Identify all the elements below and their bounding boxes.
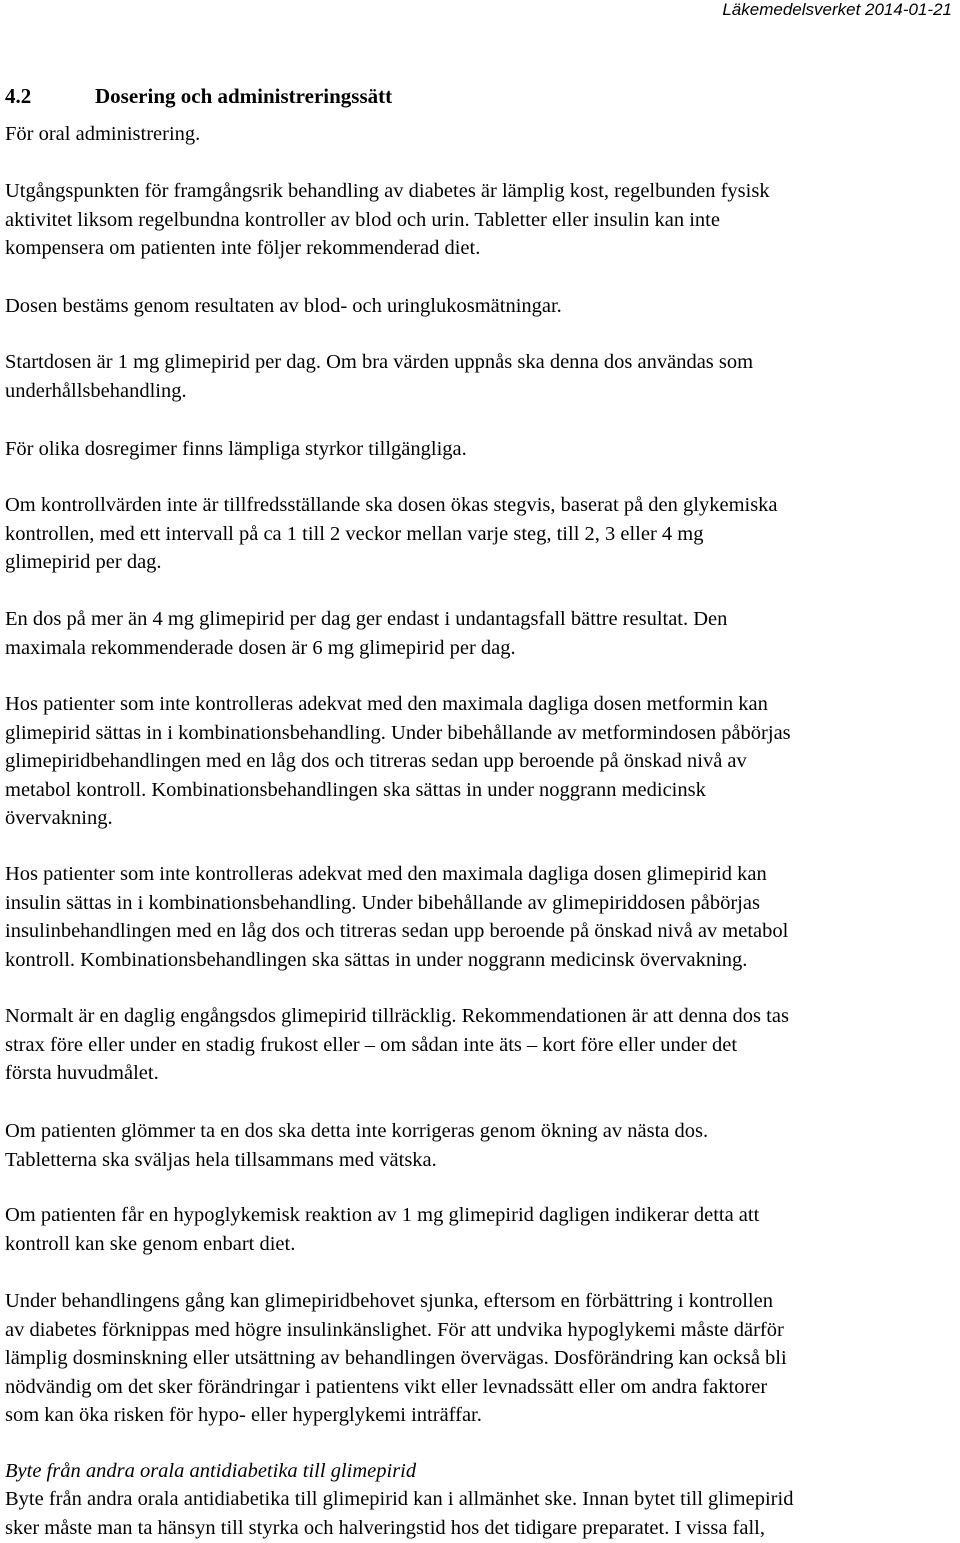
paragraph-line: Byte från andra orala antidiabetika till glimepirid kan i allmänhet ske. Innan bytet till glimepirid [5, 1488, 794, 1510]
subsection-heading [5, 1457, 957, 1486]
paragraph-line: nödvändig om det sker förändringar i patientens vikt eller levnadssätt eller om andra faktorer [5, 1375, 768, 1398]
paragraph-line: Om kontrollvärden inte är tillfredsställande ska dosen ökas stegvis, baserat på den glykemiska [5, 494, 778, 516]
paragraph-diabetes-treatment-basis [5, 177, 957, 263]
paragraph-line: kontroll kan ske genom enbart diet. [5, 1232, 296, 1255]
paragraph-line: underhållsbehandling. [5, 379, 187, 402]
paragraph-line: Dosen bestäms genom resultaten av blod- och uringlukosmätningar. [5, 295, 562, 317]
paragraph-line: glimepirid per dag. [5, 551, 162, 573]
paragraph-dose-determination [5, 292, 957, 321]
section-number: 4.2 [5, 84, 32, 108]
paragraph-line: metabol kontroll. Kombinationsbehandlingen ska sättas in under noggrann medicinsk [5, 778, 706, 801]
paragraph-line: av diabetes förknippas med högre insulinkänslighet. För att undvika hypoglykemi måste därför [5, 1318, 784, 1341]
section-heading [5, 82, 392, 110]
paragraph-line: Om patienten glömmer ta en dos ska detta inte korrigeras genom ökning av nästa dos. [5, 1120, 709, 1142]
section-title: Dosering och administreringssätt [95, 84, 393, 108]
paragraph-starting-dose [5, 348, 957, 405]
paragraph-line: som kan öka risken för hypo- eller hyperglykemi inträffar. [5, 1404, 482, 1426]
paragraph-line: Under behandlingens gång kan glimepiridbehovet sjunka, eftersom en förbättring i kontrollen [5, 1290, 773, 1312]
subsection-title: Byte från andra orala antidiabetika till glimepirid [5, 1460, 417, 1482]
paragraph-dose-reduction [5, 1287, 957, 1430]
paragraph-line: strax före eller under en stadig frukost eller – om sådan inte äts – kort före eller under det [5, 1033, 738, 1056]
paragraph-administration-route [5, 120, 957, 149]
paragraph-line: kontrollen, med ett intervall på ca 1 till 2 veckor mellan varje steg, till 2, 3 eller 4 mg [5, 522, 704, 545]
document-header-date: Läkemedelsverket 2014-01-21 [722, 0, 952, 19]
paragraph-line: Startdosen är 1 mg glimepirid per dag. Om bra värden uppnås ska denna dos användas som [5, 351, 754, 373]
paragraph-line: kontroll. Kombinationsbehandlingen ska sättas in under noggrann medicinsk övervakning. [5, 948, 748, 971]
paragraph-maximum-dose [5, 605, 957, 662]
paragraph-line: En dos på mer än 4 mg glimepirid per dag ger endast i undantagsfall bättre resultat. Den [5, 608, 728, 630]
paragraph-line: sker måste man ta hänsyn till styrka och halveringstid hos det tidigare preparatet. I vissa fall, [5, 1516, 765, 1539]
paragraph-dose-titration [5, 491, 957, 577]
paragraph-daily-single-dose [5, 1002, 957, 1088]
paragraph-line: övervakning. [5, 807, 113, 829]
paragraph-line: glimepirid sättas in i kombinationsbehandling. Under bibehållande av metformindosen påbörjas [5, 721, 791, 744]
paragraph-line: glimepiridbehandlingen med en låg dos och titreras sedan upp beroende på önskad nivå av [5, 750, 747, 772]
paragraph-line: maximala rekommenderade dosen är 6 mg glimepirid per dag. [5, 636, 516, 659]
paragraph-line: För oral administrering. [5, 123, 201, 145]
paragraph-hypoglycemic-reaction [5, 1201, 957, 1258]
paragraph-line: Hos patienter som inte kontrolleras adekvat med den maximala dagliga dosen glimepirid kan [5, 863, 767, 885]
paragraph-metformin-combination [5, 690, 957, 833]
paragraph-line: insulinbehandlingen med en låg dos och titreras sedan upp beroende på önskad nivå av metabol [5, 920, 789, 942]
paragraph-switching-antidiabetics [5, 1485, 957, 1542]
paragraph-insulin-combination [5, 860, 957, 974]
paragraph-line: aktivitet liksom regelbundna kontroller av blod och urin. Tabletter eller insulin kan inte [5, 208, 720, 231]
paragraph-line: första huvudmålet. [5, 1062, 159, 1084]
paragraph-line: Hos patienter som inte kontrolleras adekvat med den maximala dagliga dosen metformin kan [5, 693, 768, 715]
paragraph-line: insulin sättas in i kombinationsbehandling. Under bibehållande av glimepiriddosen påbörjas [5, 891, 760, 914]
paragraph-missed-dose [5, 1117, 957, 1174]
paragraph-strengths-available [5, 435, 957, 464]
paragraph-line: För olika dosregimer finns lämpliga styrkor tillgängliga. [5, 438, 467, 460]
paragraph-line: Om patienten får en hypoglykemisk reaktion av 1 mg glimepirid dagligen indikerar detta att [5, 1204, 760, 1226]
paragraph-line: Normalt är en daglig engångsdos glimepirid tillräcklig. Rekommendationen är att denna dos tas [5, 1005, 789, 1027]
paragraph-line: Tabletterna ska sväljas hela tillsammans med vätska. [5, 1148, 437, 1171]
paragraph-line: lämplig dosminskning eller utsättning av behandlingen övervägas. Dosförändring kan också bli [5, 1347, 787, 1369]
paragraph-line: Utgångspunkten för framgångsrik behandling av diabetes är lämplig kost, regelbunden fysisk [5, 180, 770, 202]
paragraph-line: kompensera om patienten inte följer rekommenderad diet. [5, 237, 481, 259]
